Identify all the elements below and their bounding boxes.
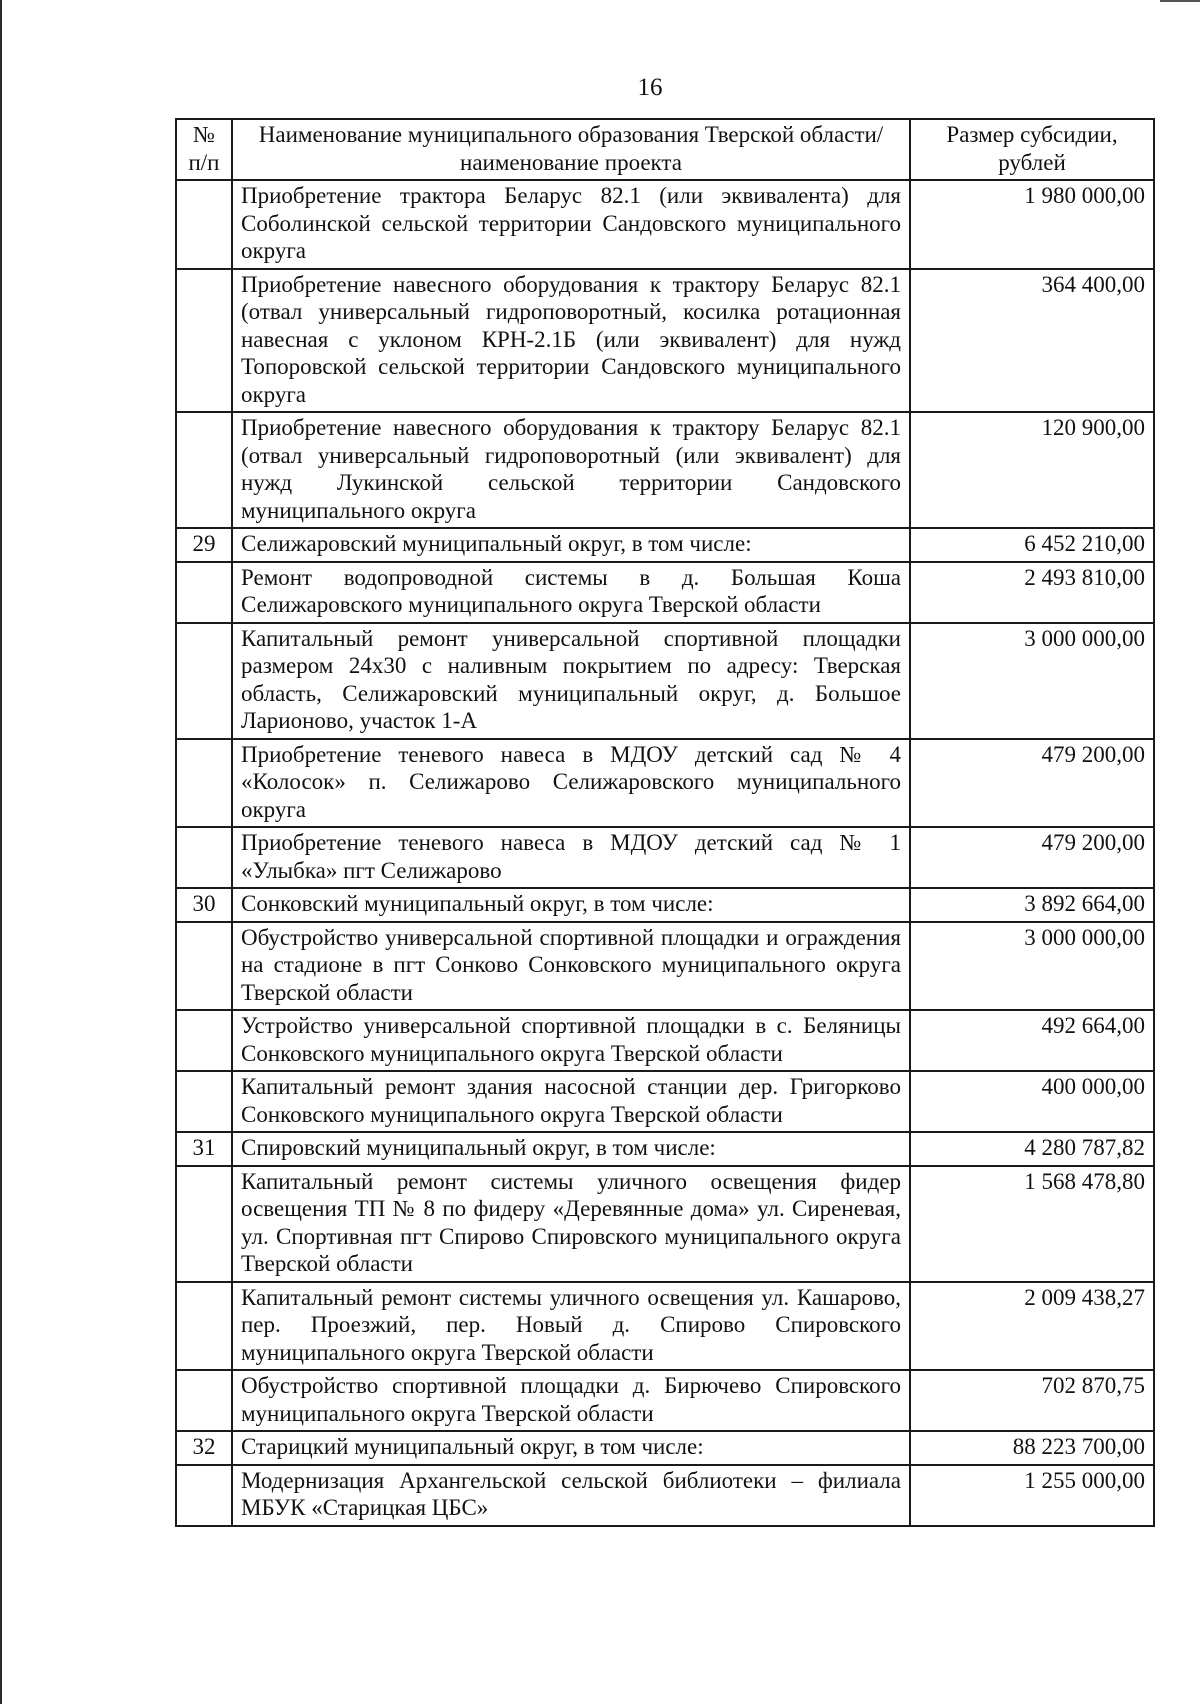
row-amount: 492 664,00 [910,1010,1154,1071]
row-name: Капитальный ремонт системы уличного освещения фидер освещения ТП № 8 по фидеру «Деревянные дома» ул. Сиреневая, ул. Спортивная пгт Спирово Спировского муниципального округа Тверской области [232,1166,910,1282]
table-row [176,412,1154,528]
table-row [176,528,1154,562]
row-number: 31 [176,1132,232,1166]
row-amount: 3 000 000,00 [910,623,1154,739]
row-name: Старицкий муниципальный округ, в том числе: [232,1431,910,1465]
row-number [176,412,232,528]
row-amount: 88 223 700,00 [910,1431,1154,1465]
row-number [176,1465,232,1526]
row-name: Селижаровский муниципальный округ, в том числе: [232,528,910,562]
row-number: 32 [176,1431,232,1465]
table-row [176,1166,1154,1282]
row-amount: 1 255 000,00 [910,1465,1154,1526]
row-number [176,827,232,888]
table-row [176,922,1154,1011]
subsidy-table [175,118,1155,1527]
row-number [176,1010,232,1071]
scan-corner-mark [1160,0,1200,2]
row-name: Капитальный ремонт здания насосной станции дер. Григорково Сонковского муниципального округа Тверской области [232,1071,910,1132]
table-header [176,119,1154,180]
row-name: Приобретение навесного оборудования к трактору Беларус 82.1 (отвал универсальный гидроповоротный, косилка ротационная навесная с уклоном КРН-2.1Б (или эквивалент) для нужд Топоровской сельской территории Сандовского муниципального округа [232,269,910,413]
row-number [176,1370,232,1431]
table-row [176,180,1154,269]
row-number [176,739,232,828]
row-name: Сонковский муниципальный округ, в том числе: [232,888,910,922]
row-amount: 479 200,00 [910,739,1154,828]
row-name: Ремонт водопроводной системы в д. Большая Коша Селижаровского муниципального округа Тверской области [232,562,910,623]
row-name: Капитальный ремонт системы уличного освещения ул. Кашарово, пер. Проезжий, пер. Новый д. Спирово Спировского муниципального округа Тверской области [232,1282,910,1371]
table-row [176,1431,1154,1465]
row-name: Приобретение теневого навеса в МДОУ детский сад № 4 «Колосок» п. Селижарово Селижаровского муниципального округа [232,739,910,828]
row-name: Капитальный ремонт универсальной спортивной площадки размером 24х30 с наливным покрытием по адресу: Тверская область, Селижаровский муниципальный округ, д. Большое Ларионово, участок 1-А [232,623,910,739]
row-number: 29 [176,528,232,562]
table-row [176,1370,1154,1431]
row-number [176,1282,232,1371]
row-amount: 2 493 810,00 [910,562,1154,623]
table-row [176,1282,1154,1371]
header-row [176,119,1154,180]
row-amount: 3 892 664,00 [910,888,1154,922]
row-amount: 1 568 478,80 [910,1166,1154,1282]
row-amount: 364 400,00 [910,269,1154,413]
table-row [176,1465,1154,1526]
row-number [176,623,232,739]
row-amount: 4 280 787,82 [910,1132,1154,1166]
row-amount: 400 000,00 [910,1071,1154,1132]
row-number [176,562,232,623]
row-number [176,922,232,1011]
row-number [176,1071,232,1132]
table-row [176,1010,1154,1071]
row-name: Приобретение теневого навеса в МДОУ детский сад № 1 «Улыбка» пгт Селижарово [232,827,910,888]
row-amount: 1 980 000,00 [910,180,1154,269]
header-number: № п/п [176,119,232,180]
row-number [176,269,232,413]
table-row [176,623,1154,739]
table-row [176,827,1154,888]
row-amount: 6 452 210,00 [910,528,1154,562]
row-name: Приобретение навесного оборудования к трактору Беларус 82.1 (отвал универсальный гидроповоротный (или эквивалент) для нужд Лукинской сельской территории Сандовского муниципального округа [232,412,910,528]
row-number: 30 [176,888,232,922]
table-row [176,739,1154,828]
row-amount: 3 000 000,00 [910,922,1154,1011]
row-amount: 702 870,75 [910,1370,1154,1431]
row-name: Устройство универсальной спортивной площадки в с. Беляницы Сонковского муниципального округа Тверской области [232,1010,910,1071]
row-amount: 120 900,00 [910,412,1154,528]
table-row [176,1132,1154,1166]
row-number [176,180,232,269]
row-name: Обустройство универсальной спортивной площадки и ограждения на стадионе в пгт Сонково Сонковского муниципального округа Тверской области [232,922,910,1011]
row-number [176,1166,232,1282]
row-name: Модернизация Архангельской сельской библиотеки – филиала МБУК «Старицкая ЦБС» [232,1465,910,1526]
scan-left-edge [0,0,2,1704]
row-name: Обустройство спортивной площадки д. Бирючево Спировского муниципального округа Тверской области [232,1370,910,1431]
row-name: Спировский муниципальный округ, в том числе: [232,1132,910,1166]
row-amount: 479 200,00 [910,827,1154,888]
header-name: Наименование муниципального образования Тверской области/наименование проекта [232,119,910,180]
table-body [176,180,1154,1526]
header-amount: Размер субсидии, рублей [910,119,1154,180]
table-row [176,888,1154,922]
table-row [176,562,1154,623]
row-name: Приобретение трактора Беларус 82.1 (или эквивалента) для Соболинской сельской территории Сандовского муниципального округа [232,180,910,269]
page-number: 16 [637,74,663,101]
table-row [176,1071,1154,1132]
row-amount: 2 009 438,27 [910,1282,1154,1371]
table-row [176,269,1154,413]
